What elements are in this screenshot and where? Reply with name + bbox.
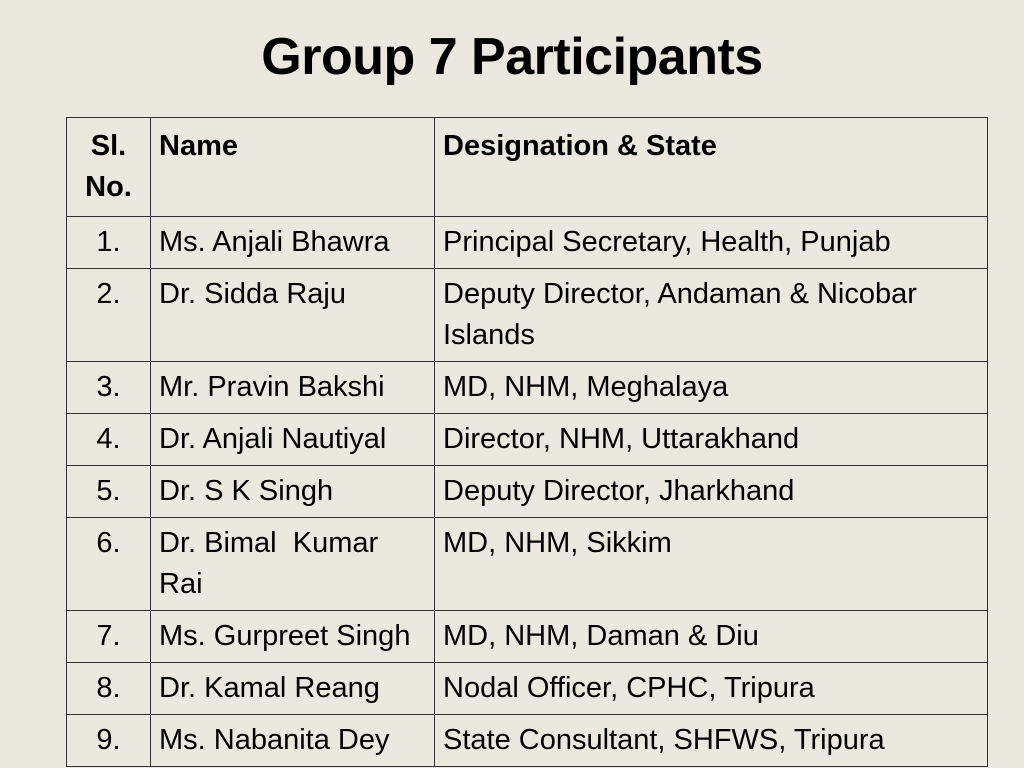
row-name: Dr. Anjali Nautiyal [151,414,435,466]
table-row [67,362,988,414]
table-header-row [67,118,988,217]
row-name: Dr. Sidda Raju [151,269,435,362]
table-row [67,518,988,611]
row-designation: MD, NHM, Daman & Diu [435,611,988,663]
header-slno [67,118,151,217]
table-row [67,663,988,715]
table-row [67,414,988,466]
slide-title: Group 7 Participants [261,28,763,86]
row-name: Mr. Pravin Bakshi [151,362,435,414]
row-name: Dr. Bimal Kumar Rai [151,518,435,611]
row-designation: Nodal Officer, CPHC, Tripura [435,663,988,715]
table-row [67,715,988,767]
header-slno-line2: No. [85,171,132,203]
row-name: Dr. S K Singh [151,466,435,518]
row-designation: MD, NHM, Sikkim [435,518,988,611]
row-slno: 2. [67,269,151,362]
row-slno: 4. [67,414,151,466]
row-slno: 8. [67,663,151,715]
row-name: Ms. Nabanita Dey [151,715,435,767]
row-designation: Principal Secretary, Health, Punjab [435,217,988,269]
row-slno: 9. [67,715,151,767]
table-row [67,611,988,663]
table-row [67,466,988,518]
header-designation: Designation & State [435,118,988,217]
row-name: Ms. Anjali Bhawra [151,217,435,269]
row-designation: MD, NHM, Meghalaya [435,362,988,414]
row-slno: 1. [67,217,151,269]
row-slno: 3. [67,362,151,414]
row-designation: State Consultant, SHFWS, Tripura [435,715,988,767]
header-slno-line1: Sl. [90,130,127,162]
row-slno: 5. [67,466,151,518]
participants-table [66,117,988,767]
row-slno: 6. [67,518,151,611]
row-designation: Director, NHM, Uttarakhand [435,414,988,466]
table-row [67,269,988,362]
row-name: Ms. Gurpreet Singh [151,611,435,663]
row-designation: Deputy Director, Andaman & Nicobar Islands [435,269,988,362]
header-name: Name [151,118,435,217]
table-row [67,217,988,269]
row-slno: 7. [67,611,151,663]
row-designation: Deputy Director, Jharkhand [435,466,988,518]
row-name: Dr. Kamal Reang [151,663,435,715]
